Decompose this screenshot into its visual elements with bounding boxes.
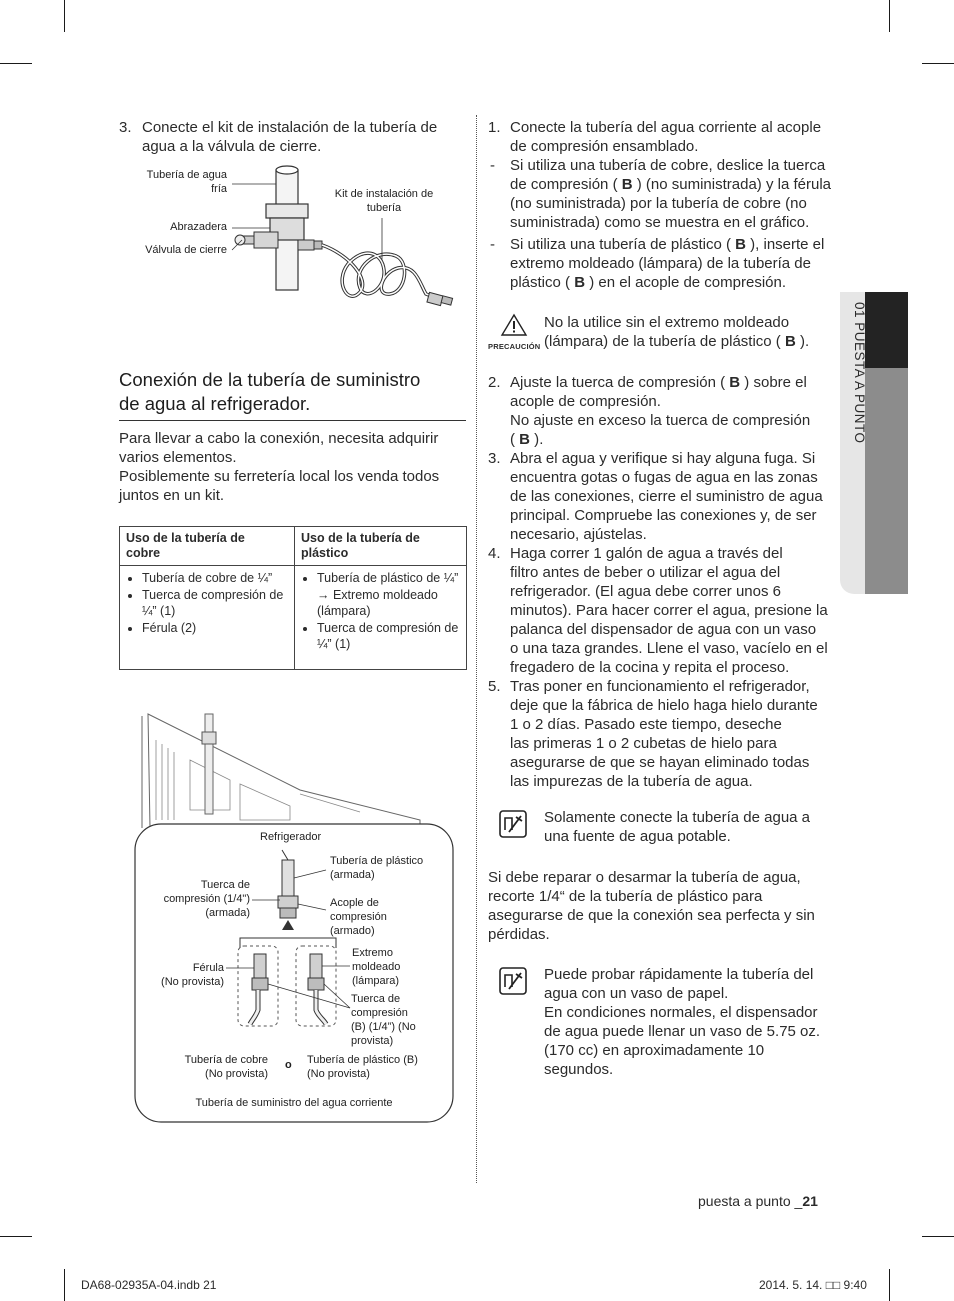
text-line: Tras poner en funcionamiento el refrigerador,: [510, 678, 810, 695]
list-item: • Tuerca de compresión de ¼” (1): [142, 587, 288, 620]
list-item: [317, 570, 460, 620]
text-line: una fuente de agua potable.: [544, 828, 731, 845]
print-date-info: 2014. 5. 14. □□ 9:40: [759, 1278, 867, 1292]
label-plastic-tube-assembled: [330, 854, 423, 882]
label-line: Tuerca de: [200, 879, 250, 891]
caution-block: [488, 313, 540, 349]
parts-table: [119, 526, 467, 670]
text-line: o una taza grandes. Llene el vaso, vacíelo en el: [510, 640, 828, 657]
caution-label: PRECAUCIÓN: [488, 342, 541, 351]
label-line: (B) (1/4”) (No: [351, 1021, 416, 1033]
text-line: Ajuste la tuerca de compresión ( B ) sobre el: [510, 374, 807, 391]
text-line: fregadero de la cocina y repita el proceso.: [510, 659, 790, 676]
label-line: Tuerca de: [351, 993, 401, 1005]
text-line: deje que la fábrica de hielo haga hielo durante: [510, 697, 818, 714]
step-number: 3.: [488, 450, 501, 467]
part-b-marker: B: [784, 333, 796, 350]
text-line: de agua puede llenar un vaso de 5.75 oz.: [544, 1023, 821, 1040]
note-icon: [499, 967, 527, 995]
label-line: (No provista): [307, 1068, 370, 1080]
label-line: fría: [211, 183, 227, 195]
list-item: • Tuerca de compresión de ¼” (1): [317, 620, 460, 653]
label-line: compresión: [351, 1007, 408, 1019]
label-molded-end: [352, 946, 400, 988]
print-file-info: DA68-02935A-04.indb 21: [81, 1278, 217, 1292]
text-line: Para llevar a cabo la conexión, necesita adquirir: [119, 430, 439, 447]
text-line: Haga correr 1 galón de agua a través del: [510, 545, 783, 562]
crop-mark: [922, 1236, 954, 1237]
column-divider: [476, 115, 477, 1183]
text-line: acople de compresión.: [510, 393, 661, 410]
text-line: principal. Compruebe las conexiones y, de ser: [510, 507, 817, 524]
page-footer: [698, 1193, 818, 1209]
text-line: Si utiliza una tubería de plástico ( B ), inserte el: [510, 236, 825, 253]
label-line: Férula: [192, 962, 224, 974]
part-b-marker: B: [519, 431, 531, 448]
text-line: filtro antes de beber o utilizar el agua del: [510, 564, 781, 581]
parts-table-grid: [119, 526, 467, 670]
page-number: 21: [802, 1193, 818, 1209]
text-line: No la utilice sin el extremo moldeado: [544, 314, 790, 331]
crop-mark: [0, 1236, 32, 1237]
text-line: agua con un vaso de papel.: [544, 985, 729, 1002]
table-header-plastic: [295, 527, 467, 566]
note-icon: [499, 810, 527, 838]
crop-mark: [922, 63, 954, 64]
text-line: extremo moldeado (lámpara) de la tubería de: [510, 255, 811, 272]
text-line: de compresión ( B ) (no suministrada) y la férula: [510, 176, 831, 193]
label-line: compresión: [330, 911, 387, 923]
step-number: 1.: [488, 119, 501, 136]
step-number: 2.: [488, 374, 501, 391]
note-paper-cup-test: [544, 965, 844, 1079]
text-line: pérdidas.: [488, 926, 550, 943]
table-cell-plastic: [295, 566, 467, 670]
text-line: varios elementos.: [119, 449, 237, 466]
part-b-marker: B: [574, 274, 586, 291]
plastic-instruction: [510, 235, 840, 292]
label-line: (lámpara): [352, 975, 400, 987]
table-cell-copper: [120, 566, 295, 670]
text-line: Si debe reparar o desarmar la tubería de agua,: [488, 869, 801, 886]
step-1-text: [510, 118, 840, 156]
label-plastic-tube-b: [307, 1053, 418, 1081]
step-3-text: [142, 118, 472, 156]
text-line: Abra el agua y verifique si hay alguna fuga. Si: [510, 450, 816, 467]
label-line: provista): [351, 1035, 394, 1047]
section-heading: [119, 368, 469, 416]
label-line: (armada): [205, 907, 250, 919]
label-copper-tube: [160, 1053, 268, 1081]
label-compression-fitting: [330, 896, 387, 938]
side-tab-marker: [865, 292, 908, 368]
text-line: (170 cc) en aproximadamente 10: [544, 1042, 765, 1059]
text-line: Si utiliza una tubería de cobre, deslice la tuerca: [510, 157, 826, 174]
text-line: Solamente conecte la tubería de agua a: [544, 809, 811, 826]
copper-instruction: [510, 156, 840, 232]
label-line: Tubería de plástico: [330, 855, 424, 867]
part-b-marker: B: [729, 374, 741, 391]
label-line: Extremo: [352, 947, 393, 959]
caution-text: [544, 313, 844, 351]
text-line: segundos.: [544, 1061, 614, 1078]
label-ferrule: [120, 961, 224, 989]
label-line: (No provista): [205, 1068, 268, 1080]
label-cold-pipe: [120, 168, 227, 196]
page-footer-label: puesta a punto _: [698, 1193, 803, 1209]
text-line: No ajuste en exceso la tuerca de compresión: [510, 412, 811, 429]
heading-rule: [119, 420, 466, 421]
crop-mark: [64, 1269, 65, 1301]
valve-kit-figure: [120, 160, 470, 310]
crop-mark: [0, 63, 32, 64]
step-4-text: [510, 544, 840, 677]
header-line: Uso de la tubería de: [301, 531, 420, 545]
list-item-text: → Extremo moldeado (lámpara): [317, 587, 438, 618]
text-line: minutos). Para hacer correr el agua, presione la: [510, 602, 828, 619]
label-or: o: [285, 1059, 292, 1071]
step-2-text: [510, 373, 840, 449]
repair-paragraph: [488, 868, 838, 944]
label-compression-nut: [120, 878, 250, 920]
list-item: • Tubería de cobre de ¼”: [142, 570, 288, 587]
crop-mark: [889, 0, 890, 32]
text-line: Conecte el kit de instalación de la tubería de: [142, 119, 438, 136]
text-line: (lámpara) de la tubería de plástico ( B ).: [544, 333, 810, 350]
crop-mark: [889, 1269, 890, 1301]
text-line: las primeras 1 o 2 cubetas de hielo para: [510, 735, 777, 752]
text-line: recorte 1/4“ de la tubería de plástico para: [488, 888, 763, 905]
text-line: refrigerador. (El agua debe correr unos 6: [510, 583, 781, 600]
label-line: compresión (1/4"): [163, 893, 250, 905]
label-line: Acople de: [330, 897, 379, 909]
label-compression-nut-b: [351, 992, 416, 1048]
label-line: Tubería de agua: [146, 169, 227, 181]
text-line: Posiblemente su ferretería local los venda todos: [119, 468, 440, 485]
text-line: encuentra gotas o fugas de agua en las zonas: [510, 469, 818, 486]
crop-mark: [64, 0, 65, 32]
text-line: ( B ).: [510, 431, 544, 448]
text-line: plástico ( B ) en el acople de compresión.: [510, 274, 787, 291]
text-line: (no suministrada) por la tubería de cobre (no: [510, 195, 807, 212]
text-line: agua a la válvula de cierre.: [142, 138, 322, 155]
dash-marker: -: [490, 157, 495, 174]
label-refrigerator: Refrigerador: [260, 831, 322, 843]
text-line: En condiciones normales, el dispensador: [544, 1004, 818, 1021]
header-line: Uso de la tubería de: [126, 531, 245, 545]
part-b-marker: B: [735, 236, 746, 253]
label-supply-line: Tubería de suministro del agua corriente: [195, 1097, 393, 1109]
part-b-marker: B: [621, 176, 633, 193]
label-line: Tubería de plástico (B): [307, 1054, 418, 1066]
list-item: • Férula (2): [142, 620, 288, 637]
text-line: palanca del dispensador de agua con un vaso: [510, 621, 817, 638]
text-line: 1 o 2 días. Pasado este tiempo, deseche: [510, 716, 782, 733]
label-line: (armada): [330, 869, 375, 881]
warning-icon: [488, 313, 540, 337]
step-5-text: [510, 677, 840, 791]
step-number: 4.: [488, 545, 501, 562]
text-line: Puede probar rápidamente la tubería del: [544, 966, 814, 983]
text-line: necesario, ajústelas.: [510, 526, 647, 543]
label-clamp: Abrazadera: [170, 221, 227, 233]
side-tab-band: [865, 368, 908, 594]
step-number: 3.: [119, 119, 132, 136]
label-line: (No provista): [161, 976, 224, 988]
text-line: Conecte la tubería del agua corriente al acople: [510, 119, 822, 136]
list-item-text: Tubería de plástico de ¼”: [317, 571, 459, 585]
label-line: moldeado: [352, 961, 401, 973]
heading-line: de agua al refrigerador.: [119, 393, 311, 414]
table-header-copper: [120, 527, 295, 566]
dash-marker: -: [490, 236, 495, 253]
intro-paragraph: [119, 429, 469, 505]
text-line: de las conexiones, cierre el suministro de agua: [510, 488, 823, 505]
label-shutoff-valve: Válvula de cierre: [145, 244, 227, 256]
label-line: Kit de instalación de: [334, 188, 434, 200]
text-line: de compresión ensamblado.: [510, 138, 699, 155]
heading-line: Conexión de la tubería de suministro: [119, 369, 421, 390]
text-line: juntos en un kit.: [119, 487, 225, 504]
step-3-leak-check: [510, 449, 840, 544]
label-install-kit: [322, 187, 446, 215]
label-line: (armado): [330, 925, 375, 937]
connection-figure: [120, 710, 460, 1130]
text-line: las impurezas de la tubería de agua.: [510, 773, 753, 790]
text-line: asegurarse de que se hayan eliminado todas: [510, 754, 810, 771]
header-line: cobre: [126, 546, 161, 560]
text-line: asegurarse de que la conexión sea perfecta y sin: [488, 907, 815, 924]
text-line: suministrada) como se muestra en el gráfico.: [510, 214, 810, 231]
chapter-tab-label: 01 PUESTA A PUNTO: [852, 302, 867, 444]
label-line: Tubería de cobre: [184, 1054, 268, 1066]
header-line: plástico: [301, 546, 349, 560]
step-number: 5.: [488, 678, 501, 695]
note-potable-water: [544, 808, 844, 846]
label-line: tubería: [366, 202, 402, 214]
